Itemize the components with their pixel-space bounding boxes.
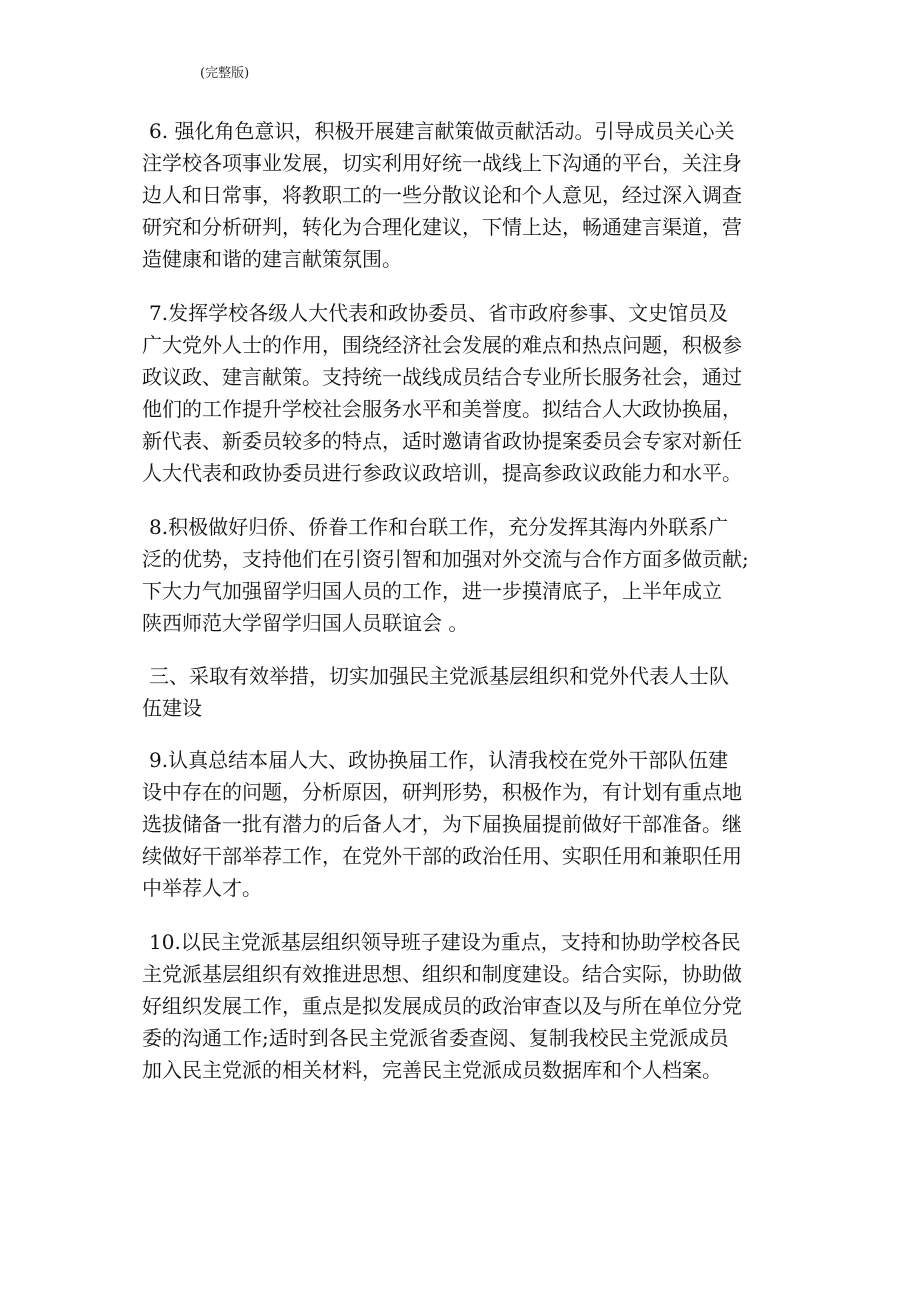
paragraph-line: 研究和分析研判，转化为合理化建议，下情上达，畅通建言渠道，营 bbox=[142, 215, 742, 239]
header-note: (完整版) bbox=[200, 66, 250, 81]
paragraph-line: 9.认真总结本届人大、政协换届工作，认清我校在党外干部队伍建 bbox=[149, 748, 729, 772]
paragraph-line: 8.积极做好归侨、侨眷工作和台联工作，充分发挥其海内外联系广 bbox=[149, 515, 729, 539]
paragraph-line: 造健康和谐的建言献策氛围。 bbox=[142, 247, 402, 271]
paragraph-line: 设中存在的问题，分析原因，研判形势，积极作为，有计划有重点地 bbox=[142, 780, 742, 804]
paragraph-line: 好组织发展工作，重点是拟发展成员的政治审查以及与所在单位分党 bbox=[142, 994, 742, 1018]
paragraph-item-10 bbox=[142, 926, 792, 1086]
paragraph-line: 人大代表和政协委员进行参政议政培训，提高参政议政能力和水平。 bbox=[142, 461, 742, 485]
paragraph-line: 泛的优势，支持他们在引资引智和加强对外交流与合作方面多做贡献; bbox=[142, 547, 749, 571]
paragraph-item-8 bbox=[142, 511, 792, 639]
paragraph-line: 选拔储备一批有潜力的后备人才，为下届换届提前做好干部准备。继 bbox=[142, 812, 742, 836]
paragraph-line: 10.以民主党派基层组织领导班子建设为重点，支持和协助学校各民 bbox=[149, 930, 741, 954]
paragraph-item-6 bbox=[142, 115, 792, 275]
paragraph-line: 注学校各项事业发展，切实利用好统一战线上下沟通的平台，关注身 bbox=[142, 151, 742, 175]
paragraph-line: 陕西师范大学留学归国人员联谊会 。 bbox=[142, 611, 469, 635]
paragraph-line: 他们的工作提升学校社会服务水平和美誉度。拟结合人大政协换届， bbox=[142, 397, 742, 421]
paragraph-line: 主党派基层组织有效推进思想、组织和制度建设。结合实际，协助做 bbox=[142, 962, 742, 986]
paragraph-line: 加入民主党派的相关材料，完善民主党派成员数据库和个人档案。 bbox=[142, 1058, 722, 1082]
paragraph-line: 委的沟通工作;适时到各民主党派省委查阅、复制我校民主党派成员 bbox=[142, 1026, 729, 1050]
paragraph-line: 续做好干部举荐工作，在党外干部的政治任用、实职任用和兼职任用 bbox=[142, 844, 742, 868]
paragraph-line: 7.发挥学校各级人大代表和政协委员、省市政府参事、文史馆员及 bbox=[149, 301, 729, 325]
paragraph-line: 边人和日常事，将教职工的一些分散议论和个人意见，经过深入调查 bbox=[142, 183, 742, 207]
section-heading-3 bbox=[142, 660, 792, 724]
paragraph-line: 政议政、建言献策。支持统一战线成员结合专业所长服务社会，通过 bbox=[142, 365, 742, 389]
paragraph-item-7 bbox=[142, 297, 792, 489]
paragraph-item-9 bbox=[142, 744, 792, 904]
paragraph-line: 下大力气加强留学归国人员的工作，进一步摸清底子，上半年成立 bbox=[142, 579, 722, 603]
section-heading-line: 三、采取有效举措，切实加强民主党派基层组织和党外代表人士队 bbox=[149, 664, 729, 688]
paragraph-line: 6. 强化角色意识，积极开展建言献策做贡献活动。引导成员关心关 bbox=[149, 119, 735, 143]
section-heading-line: 伍建设 bbox=[142, 696, 202, 720]
paragraph-line: 新代表、新委员较多的特点，适时邀请省政协提案委员会专家对新任 bbox=[142, 429, 742, 453]
paragraph-line: 广大党外人士的作用，围绕经济社会发展的难点和热点问题，积极参 bbox=[142, 333, 742, 357]
paragraph-line: 中举荐人才。 bbox=[142, 876, 262, 900]
